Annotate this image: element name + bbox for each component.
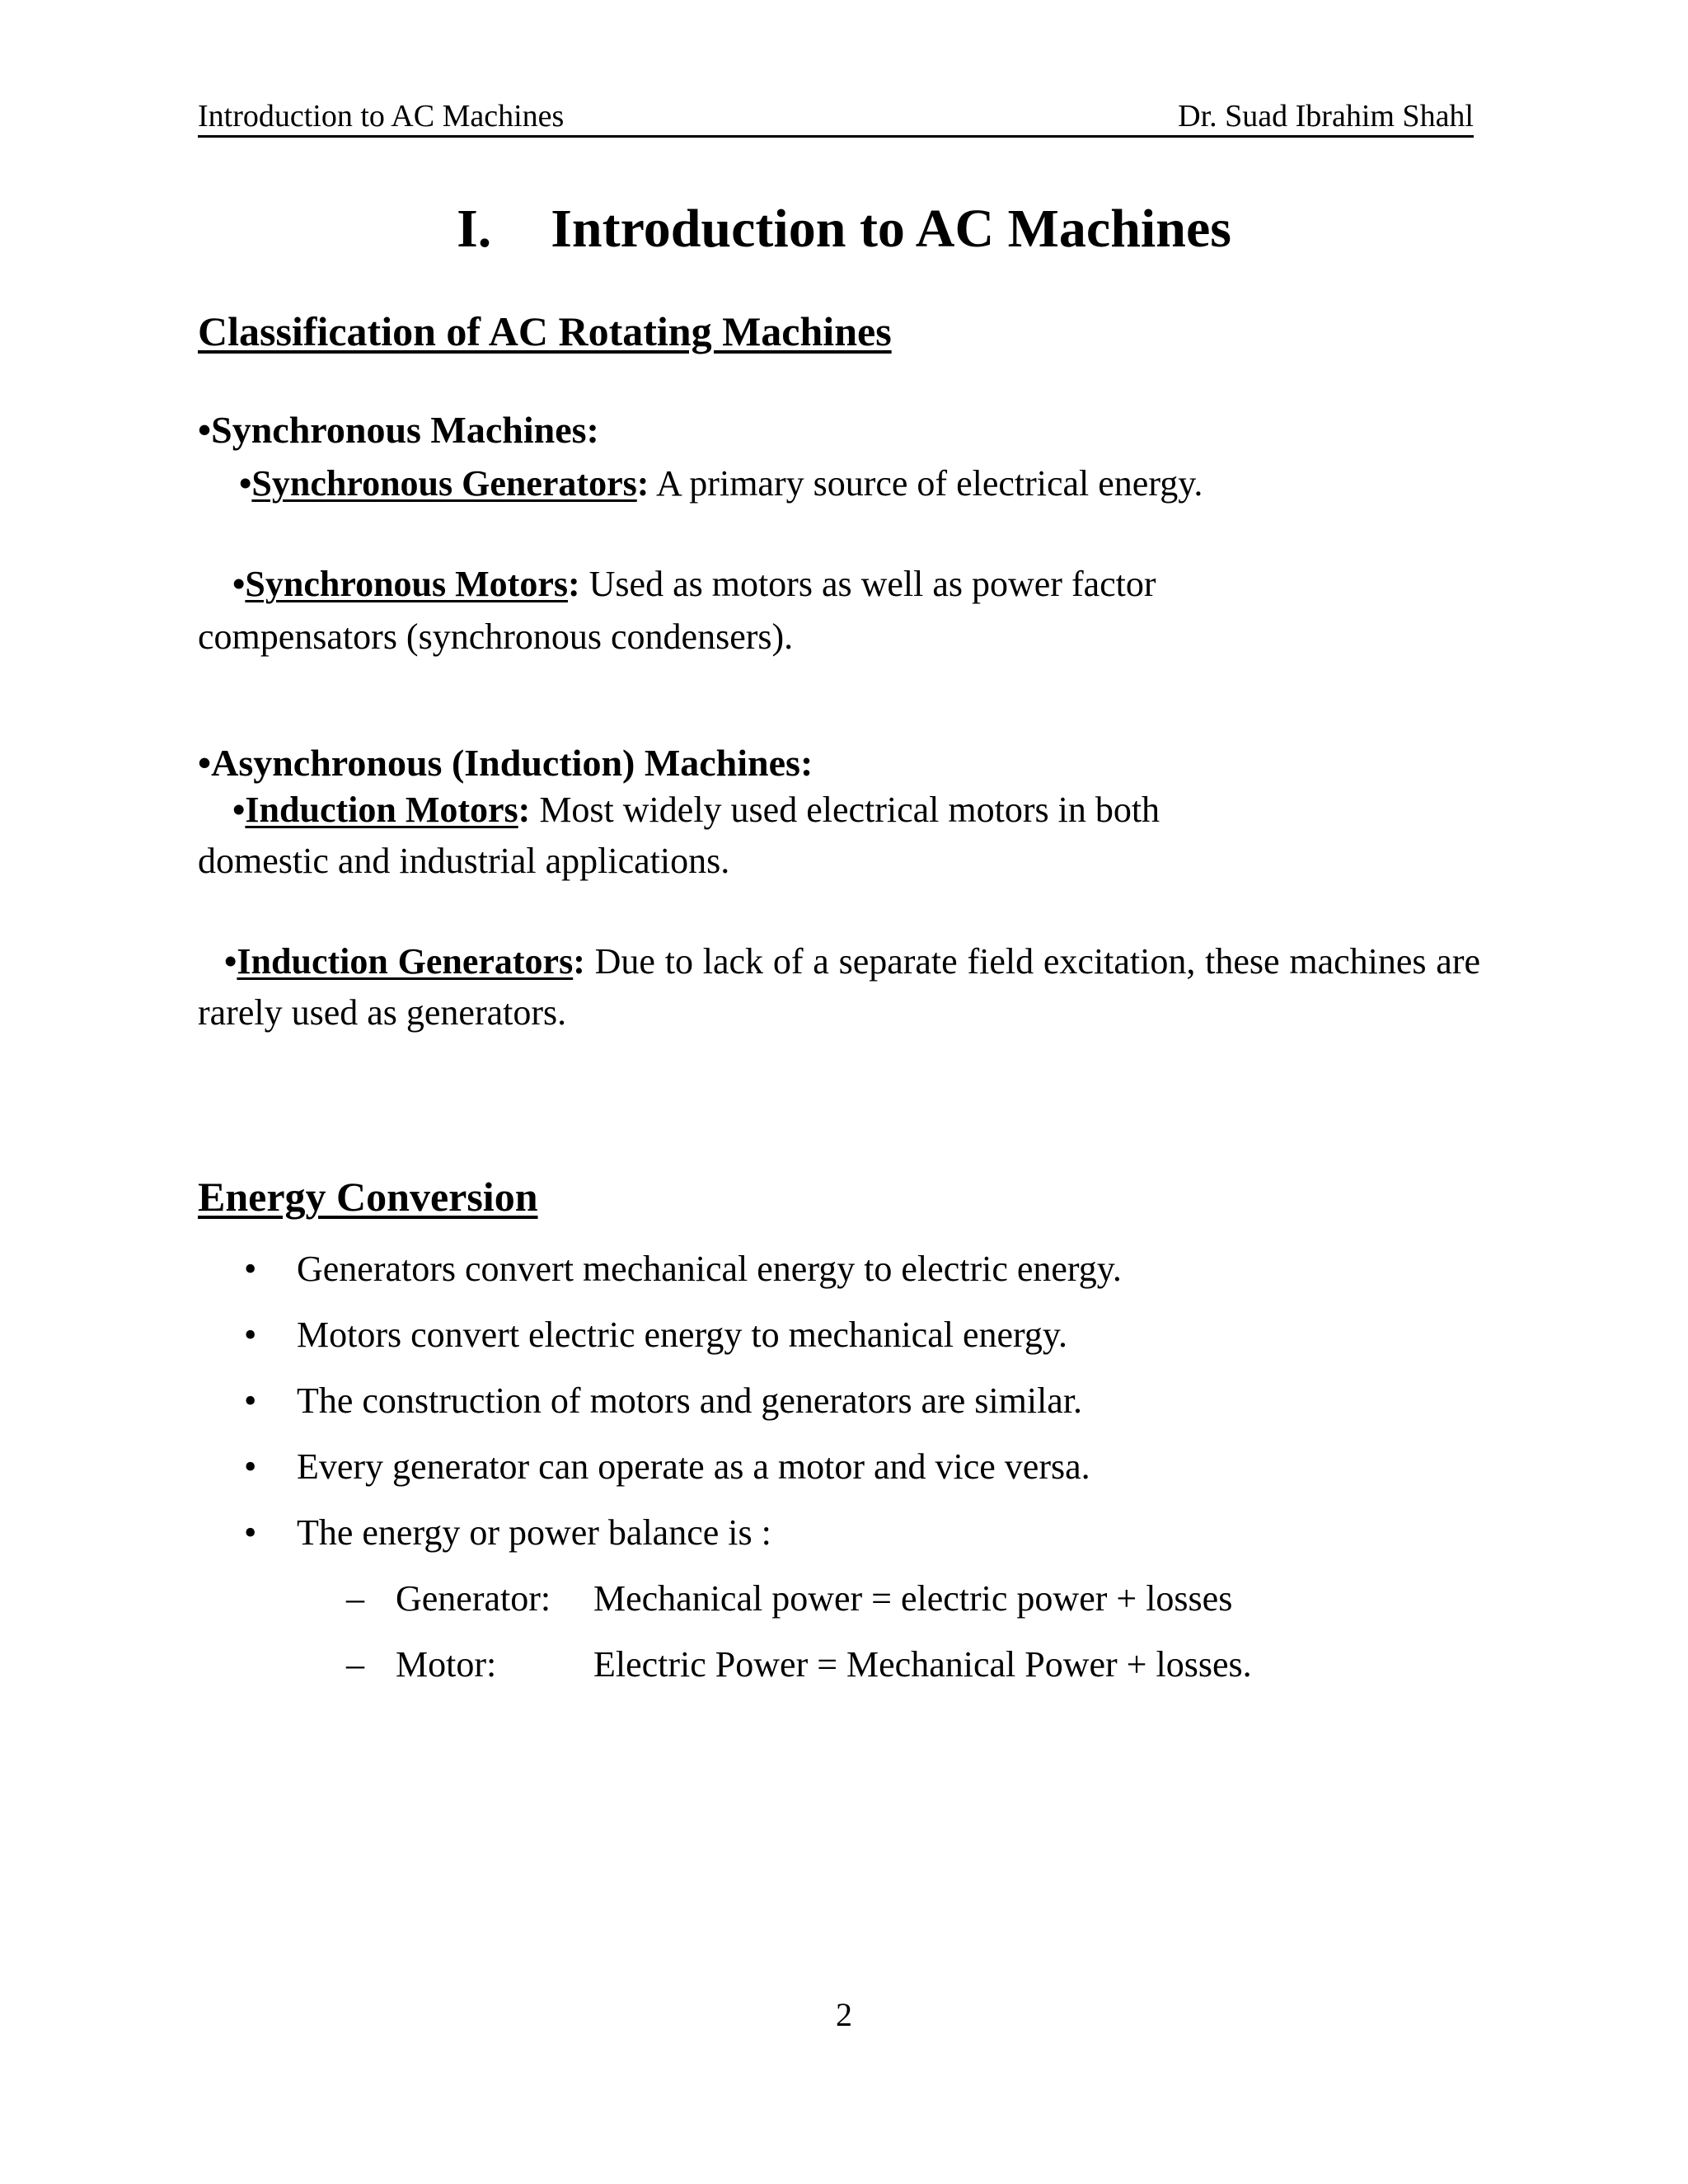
classification-heading: Classification of AC Rotating Machines — [198, 308, 892, 354]
induction-motors-item — [232, 786, 1160, 834]
synchronous-motors-description-line1: Used as motors as well as power factor — [579, 564, 1156, 604]
balance-label: Generator: — [396, 1578, 551, 1619]
bullet: • — [244, 1512, 257, 1553]
list-item — [239, 1508, 1475, 1574]
synchronous-generators-item — [239, 460, 1203, 508]
bullet: • — [232, 564, 246, 604]
list-item-text: Every generator can operate as a motor and vice versa. — [297, 1446, 1090, 1487]
page-number: 2 — [836, 1996, 852, 2033]
balance-equation: Electric Power = Mechanical Power + losses. — [593, 1644, 1252, 1685]
list-item-text: Motors convert electric energy to mechanical energy. — [297, 1315, 1068, 1355]
term-colon: : — [636, 463, 649, 504]
term-colon: : — [573, 941, 585, 982]
induction-generators-description: Due to lack of a separate field excitation, these machines are rarely used as generators. — [198, 941, 1481, 1033]
list-item — [239, 1376, 1475, 1442]
header-author: Dr. Suad Ibrahim Shahl — [1178, 99, 1474, 134]
synchronous-motors-description-line2: compensators (synchronous condensers). — [198, 616, 794, 657]
bullet: • — [224, 941, 237, 982]
chapter-title — [0, 196, 1688, 262]
term-colon: : — [567, 564, 580, 604]
term-colon: : — [518, 790, 531, 830]
list-item — [239, 1310, 1475, 1376]
power-balance-motor — [346, 1640, 1500, 1706]
running-header — [198, 97, 1474, 138]
synchronous-generators-description: A primary source of electrical energy. — [649, 463, 1203, 504]
synchronous-machines-heading: •Synchronous Machines: — [198, 409, 599, 451]
bullet: • — [244, 1249, 257, 1289]
list-item — [239, 1442, 1475, 1508]
header-course-title: Introduction to AC Machines — [198, 99, 565, 134]
induction-generators-item — [198, 936, 1480, 1038]
synchronous-motors-item — [232, 560, 1156, 608]
balance-equation: Mechanical power = electric power + losses — [593, 1578, 1233, 1619]
chapter-number: I. — [457, 199, 492, 259]
induction-generators-term: Induction Generators — [237, 941, 574, 982]
synchronous-motors-term: Synchronous Motors — [245, 564, 568, 604]
power-balance-list — [346, 1574, 1500, 1706]
energy-conversion-heading: Energy Conversion — [198, 1174, 538, 1220]
induction-motors-term: Induction Motors — [245, 790, 518, 830]
bullet: • — [244, 1446, 257, 1487]
bullet: • — [244, 1315, 257, 1355]
synchronous-generators-term: Synchronous Generators — [251, 463, 637, 504]
dash: – — [346, 1644, 364, 1685]
energy-conversion-list — [239, 1244, 1475, 1574]
induction-motors-description-line2: domestic and industrial applications. — [198, 841, 730, 881]
list-item — [239, 1244, 1475, 1310]
chapter-title-text: Introduction to AC Machines — [551, 199, 1231, 259]
bullet: • — [232, 790, 246, 830]
power-balance-generator — [346, 1574, 1500, 1640]
induction-motors-description-line1: Most widely used electrical motors in both — [530, 790, 1160, 830]
list-item-text: Generators convert mechanical energy to electric energy. — [297, 1249, 1122, 1289]
bullet: • — [244, 1380, 257, 1421]
list-item-text: The energy or power balance is : — [297, 1512, 771, 1553]
dash: – — [346, 1578, 364, 1619]
list-item-text: The construction of motors and generators are similar. — [297, 1380, 1083, 1421]
balance-label: Motor: — [396, 1644, 497, 1685]
asynchronous-machines-heading: •Asynchronous (Induction) Machines: — [198, 742, 814, 784]
bullet: • — [239, 463, 252, 504]
